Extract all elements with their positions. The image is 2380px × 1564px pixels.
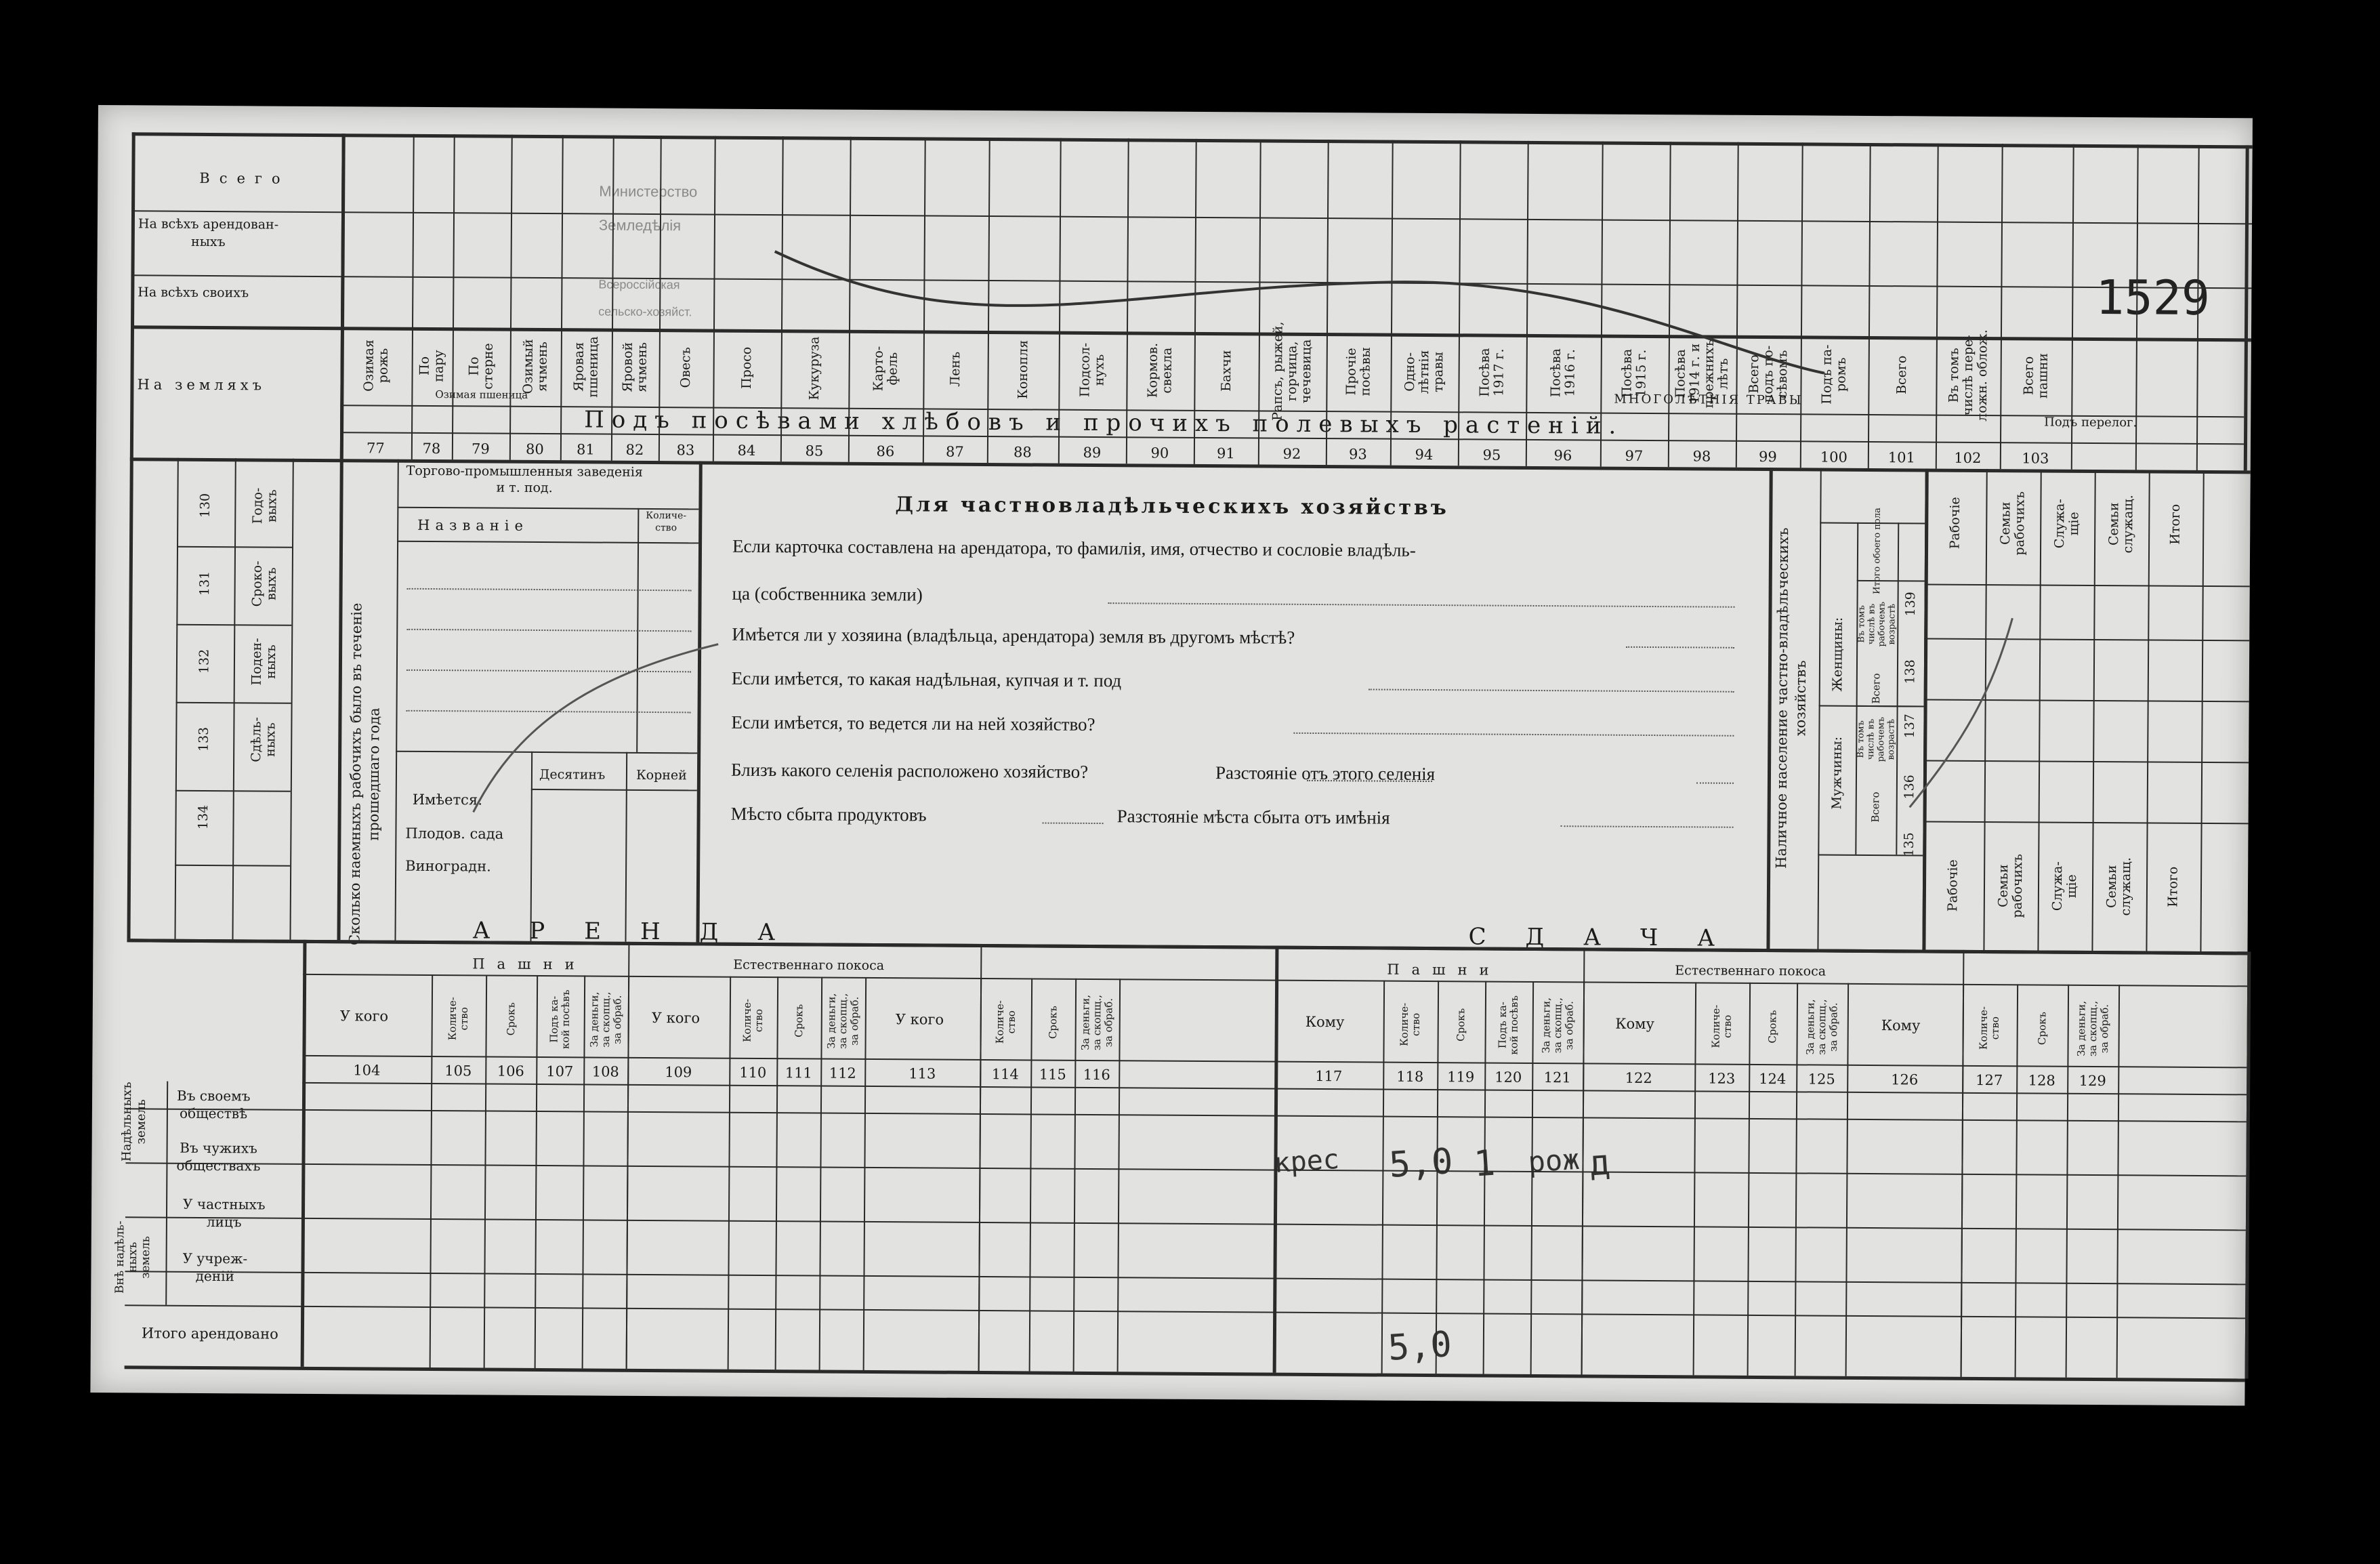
crop-header-100: Подъ па- ромъ (1819, 344, 1849, 405)
crop-header-80: Озимый ячмень (520, 339, 550, 394)
handwritten-total: 5,0 (1387, 1324, 1453, 1369)
stamp-line-2: Земледѣлiя (598, 216, 682, 234)
pen-curve-top (774, 251, 1825, 373)
crop-header-95: Посѣва 1917 г. (1477, 348, 1507, 397)
row-label-total: Всего (199, 169, 290, 187)
column-number-79: 79 (471, 440, 490, 457)
arenda-col-header-7: Срокъ (792, 1004, 805, 1037)
column-number-85: 85 (805, 443, 824, 459)
garden-label: Плодов. сада (405, 825, 504, 842)
crop-header-79: По стерне (466, 343, 496, 390)
crop-header-97: Посѣва 1915 г. (1619, 348, 1649, 398)
bottom-column-number-126: 126 (1891, 1071, 1919, 1088)
sdacha-col-header-10: Количе- ство (1977, 1006, 2001, 1050)
bottom-column-number-114: 114 (991, 1066, 1019, 1083)
men-label: Мужчины: (1829, 736, 1845, 810)
trade-name-header: Названiе (417, 516, 529, 534)
bottom-column-number-128: 128 (2028, 1072, 2055, 1089)
crop-header-87: Ленъ (947, 351, 963, 387)
private-farms-heading: Для частновладѣльческихъ хозяйствъ (895, 493, 1449, 520)
column-number-102: 102 (1954, 449, 1982, 466)
sdacha-col-header-0: Кому (1305, 1013, 1345, 1031)
population-number-139: 139 (1902, 592, 1919, 617)
bottom-column-number-118: 118 (1396, 1068, 1424, 1085)
column-number-83: 83 (676, 442, 695, 459)
row-own-society: Въ своемъ обществѣ (176, 1087, 251, 1122)
row-other-society: Въ чужихъ обществахъ (176, 1139, 261, 1174)
crop-header-101: Всего (1894, 355, 1910, 394)
sdacha-pokos: Естественнаго покоса (1675, 963, 1826, 979)
crop-header-82: Яровой ячмень (620, 342, 650, 392)
column-number-82: 82 (625, 441, 644, 458)
column-number-91: 91 (1216, 445, 1235, 462)
column-number-94: 94 (1415, 446, 1434, 464)
sdacha-col-header-12: За деньги, за скопщ., за обраб. (2074, 1000, 2110, 1057)
handwritten-term: 1 (1472, 1143, 1497, 1185)
sdacha-heading: СДАЧА (1468, 923, 1755, 952)
sdacha-col-header-4: За деньги, за скопщ., за обраб. (1539, 997, 1575, 1054)
staff-header-top-0: Рабочiе (1947, 497, 1963, 550)
worker-number-133: 133 (196, 726, 211, 752)
column-number-95: 95 (1482, 447, 1501, 464)
arenda-col-header-5: У кого (651, 1010, 701, 1027)
bottom-column-number-127: 127 (1976, 1071, 2003, 1089)
crop-header-91: Бахчи (1218, 350, 1234, 392)
column-number-88: 88 (1013, 444, 1032, 461)
bottom-column-number-115: 115 (1039, 1066, 1066, 1083)
arenda-pashni: Пашни (472, 955, 587, 973)
column-number-84: 84 (737, 442, 756, 459)
staff-header-top-3: Семьи служащ. (2106, 495, 2136, 554)
crop-header-99: Всего подъ по- сѣвомъ (1746, 345, 1790, 403)
bottom-column-number-111: 111 (785, 1065, 812, 1082)
staff-header-bottom-4: Итого (2165, 866, 2181, 907)
women-working-age: Въ томъ числѣ въ рабочемъ возрастѣ (1856, 601, 1898, 647)
arenda-col-header-0: У кого (339, 1008, 389, 1025)
column-number-103: 103 (2022, 450, 2049, 467)
crop-header-93: Прочiе посѣвы (1343, 347, 1373, 396)
bottom-column-number-112: 112 (829, 1065, 856, 1082)
handwritten-crop: рож (1527, 1142, 1581, 1179)
bottom-column-number-125: 125 (1808, 1071, 1835, 1088)
worker-type-0: Годо- выхъ (250, 487, 280, 524)
question-farmed: Если имѣется, то ведется ли на ней хозяйство? (731, 712, 1095, 735)
arenda-col-header-2: Срокъ (504, 1002, 517, 1036)
row-total-leased: Итого арендовано (141, 1325, 278, 1342)
sdacha-col-header-9: Кому (1881, 1017, 1921, 1034)
arenda-col-header-6: Количе- ство (740, 998, 765, 1042)
column-number-92: 92 (1282, 445, 1301, 462)
population-number-136: 136 (1902, 775, 1917, 800)
bottom-column-number-109: 109 (665, 1064, 692, 1081)
population-number-135: 135 (1901, 832, 1917, 857)
worker-type-1: Сроко- выхъ (249, 560, 279, 607)
column-number-97: 97 (1625, 447, 1644, 464)
sdacha-col-header-7: Срокъ (1766, 1010, 1779, 1044)
trade-qty-header: Количе- ство (646, 510, 687, 534)
column-number-98: 98 (1692, 448, 1711, 465)
crop-header-86: Карто- фель (871, 346, 900, 392)
sdacha-col-header-6: Количе- ство (1709, 1004, 1734, 1048)
bottom-column-number-113: 113 (909, 1065, 936, 1082)
staff-header-top-2: Служа- щiе (2052, 499, 2082, 549)
bottom-column-number-117: 117 (1315, 1067, 1343, 1085)
bottom-column-number-108: 108 (591, 1063, 619, 1080)
handwritten-to-whom: крес (1273, 1143, 1341, 1179)
winter-wheat-label: Озимая пшеница (435, 388, 528, 401)
bottom-column-number-104: 104 (353, 1062, 381, 1079)
arenda-col-header-10: Количе- ство (993, 1000, 1018, 1044)
arenda-pokos: Естественнаго покоса (733, 957, 885, 974)
crop-header-84: Просо (738, 346, 755, 390)
men-total: Всего (1869, 791, 1882, 823)
census-card (90, 105, 2253, 1405)
handwritten-payment: д (1587, 1142, 1612, 1185)
vineyard-label: Виноградн. (405, 857, 491, 875)
column-number-78: 78 (422, 440, 441, 457)
staff-header-bottom-1: Семьи рабочихъ (1995, 854, 2026, 918)
crop-header-98: Посѣва 1914 г. и прежнихъ лѣтъ (1673, 339, 1731, 409)
handwritten-quantity: 5,0 (1387, 1141, 1455, 1186)
question-land-type: Если имѣется, то какая надѣльная, купчая и т. под (731, 667, 1122, 691)
group-non-allotment: Внѣ надѣль- ныхъ земель (112, 1220, 153, 1294)
worker-number-130: 130 (197, 493, 213, 518)
arenda-heading: АРЕНДА (472, 917, 815, 947)
staff-header-bottom-0: Рабочiе (1945, 859, 1961, 912)
column-number-100: 100 (1820, 449, 1847, 466)
crop-header-92: Рапсъ, рыжей, горчица, чечевица (1270, 321, 1314, 421)
perennial-grasses-label: МНОГОЛѢТНIЯ ТРАВЫ (1614, 392, 1803, 408)
bottom-column-number-110: 110 (739, 1064, 767, 1082)
bottom-column-number-116: 116 (1083, 1066, 1110, 1084)
sown-banner: Подъ посѣвами хлѣбовъ и прочихъ полевыхъ растенiй. (584, 406, 1624, 440)
stamp-line-4: сельско-хозяйст. (598, 304, 692, 319)
arenda-col-header-1: Количе- ство (446, 997, 470, 1041)
row-institutions: У учреж- денiй (182, 1250, 248, 1285)
pen-slash-right (1910, 617, 2013, 808)
crop-header-77: Озимая рожь (360, 339, 391, 392)
bottom-column-number-106: 106 (497, 1063, 524, 1079)
population-title: Наличное население частно-владѣльческихъ хозяйствъ (1773, 527, 1810, 869)
question-near-village: Близъ какого селенiя расположено хозяйство? (730, 759, 1089, 782)
crop-header-102: Въ томъ числѣ пере- ложн. облож. (1946, 329, 1990, 421)
has-label: Имѣется: (412, 791, 483, 808)
crop-header-83: Овесъ (677, 347, 694, 388)
bottom-column-number-105: 105 (444, 1063, 472, 1079)
crop-header-96: Посѣва 1916 г. (1548, 348, 1578, 398)
trade-title: Торгово-промышленныя заведенiя и т. под. (406, 463, 643, 496)
bottom-column-number-107: 107 (546, 1063, 574, 1080)
population-number-137: 137 (1902, 714, 1918, 739)
question-distance-village: Разстоянiе отъ этого селенiя (1215, 762, 1436, 785)
column-number-101: 101 (1887, 449, 1915, 466)
bottom-column-number-124: 124 (1759, 1071, 1787, 1088)
bottom-column-number-122: 122 (1625, 1069, 1652, 1087)
question-distance-market: Разстоянiе мѣста сбыта отъ имѣнiя (1116, 806, 1390, 828)
sdacha-pashni: Пашни (1387, 961, 1501, 979)
group-allotment: Надѣльныхъ земель (119, 1082, 149, 1162)
crop-header-81: Яровая пшеница (570, 336, 601, 398)
population-number-138: 138 (1902, 659, 1918, 684)
staff-header-top-4: Итого (2167, 503, 2183, 545)
bottom-column-number-119: 119 (1447, 1069, 1475, 1086)
total-both-sexes: Итого обоего пола (1872, 508, 1883, 594)
sdacha-col-header-3: Подъ ка- кой посѣвъ (1496, 995, 1521, 1055)
column-number-96: 96 (1553, 447, 1572, 464)
staff-header-top-1: Семьи рабочихъ (1998, 491, 2028, 556)
column-number-89: 89 (1083, 444, 1102, 461)
question-market: Мѣсто сбыта продуктовъ (730, 803, 927, 825)
crop-header-103: Всего пашни (2020, 352, 2051, 399)
column-number-99: 99 (1758, 448, 1777, 466)
question-owner-a: Если карточка составлена на арендатора, то фамилiя, имя, отчество и сословiе владѣль- (732, 535, 1416, 560)
row-label-lands: На земляхъ (137, 376, 266, 394)
card-number: 1529 (2095, 270, 2211, 327)
desyatin-header: Десятинъ (539, 766, 606, 783)
bottom-column-number-129: 129 (2079, 1072, 2106, 1090)
worker-number-134: 134 (195, 804, 211, 830)
column-number-81: 81 (576, 441, 595, 458)
column-number-80: 80 (525, 440, 544, 458)
arenda-col-header-3: Подъ ка- кой посѣвъ (547, 989, 572, 1050)
stamp-line-1: Министерство (599, 182, 698, 201)
crop-header-89: Подсол- нухъ (1077, 342, 1107, 398)
crop-header-88: Конопля (1015, 339, 1030, 399)
worker-type-2: Поден- ныхъ (249, 638, 279, 686)
men-working-age: Въ томъ числѣ въ рабочемъ возрастѣ (1856, 716, 1897, 762)
pen-strokes (90, 105, 2253, 1405)
row-label-leased: На всѣхъ арендован- ныхъ (138, 216, 279, 250)
crop-header-85: Кукуруза (806, 336, 822, 400)
arenda-col-header-11: Срокъ (1046, 1006, 1059, 1040)
crop-header-90: Кормов. свекла (1145, 342, 1175, 398)
sdacha-col-header-5: Кому (1615, 1015, 1654, 1033)
korney-header: Корней (635, 767, 687, 783)
bottom-column-number-120: 120 (1495, 1069, 1522, 1086)
column-number-93: 93 (1348, 446, 1367, 463)
crop-header-94: Одно- лѣтнiя травы (1402, 350, 1446, 394)
women-label: Женщины: (1830, 617, 1845, 692)
question-owner-b: ца (собственника земли) (732, 583, 923, 605)
arenda-col-header-12: За деньги, за скопщ., за обраб. (1079, 994, 1114, 1051)
row-label-own: На всѣхъ своихъ (138, 285, 249, 301)
column-number-87: 87 (945, 443, 964, 460)
worker-type-3: Сдѣль- ныхъ (249, 717, 278, 762)
hired-workers-title: Сколько наемныхъ рабочихъ было въ теченiе прошедшаго года (346, 602, 383, 946)
column-number-90: 90 (1150, 445, 1169, 461)
question-other-land: Имѣется ли у хозяина (владѣльца, арендатора) земля въ другомъ мѣстѣ? (732, 623, 1295, 648)
arenda-col-header-8: За деньги, за скопщ., за обраб. (824, 993, 860, 1049)
column-number-77: 77 (366, 440, 385, 457)
column-number-86: 86 (876, 443, 895, 460)
crop-header-78: По пару (417, 350, 446, 382)
bottom-column-number-123: 123 (1708, 1070, 1736, 1087)
women-total: Всего (1870, 673, 1883, 704)
bottom-column-number-121: 121 (1543, 1069, 1571, 1086)
staff-header-bottom-2: Служа- щiе (2049, 861, 2080, 911)
sdacha-col-header-2: Срокъ (1455, 1008, 1467, 1042)
pen-slash-middle (474, 642, 719, 813)
sdacha-col-header-11: Срокъ (2035, 1011, 2048, 1046)
sdacha-col-header-1: Количе- ство (1398, 1002, 1422, 1046)
staff-header-bottom-3: Семьи служащ. (2104, 857, 2134, 916)
arenda-col-header-4: За деньги, за скопщ., за обраб. (587, 991, 623, 1048)
row-private: У частныхъ лицъ (183, 1195, 266, 1231)
sdacha-col-header-8: За деньги, за скопщ., за обраб. (1803, 999, 1839, 1055)
arenda-col-header-9: У кого (895, 1011, 944, 1028)
worker-number-132: 132 (196, 649, 212, 674)
stamp-line-3: Всероссiйская (598, 277, 680, 292)
fallow-label: Подъ перелог. (2044, 415, 2137, 430)
worker-number-131: 131 (197, 571, 213, 596)
